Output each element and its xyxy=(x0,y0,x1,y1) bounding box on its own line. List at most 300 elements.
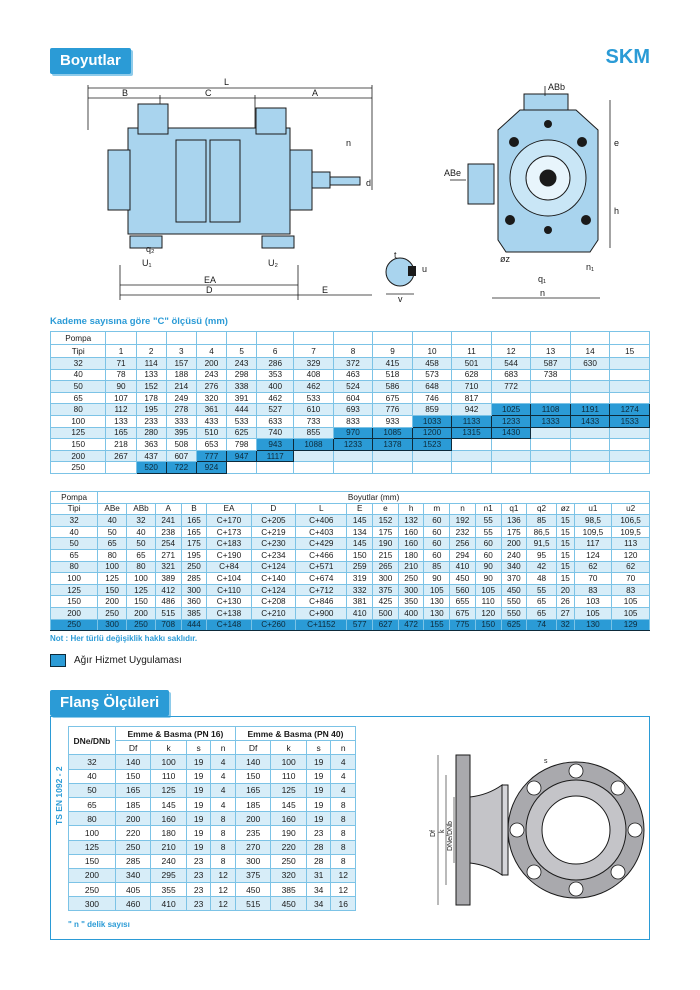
boyut-cell: 165 xyxy=(181,526,207,538)
boyut-header-col: B xyxy=(181,503,207,515)
kademe-header-stage: 7 xyxy=(294,345,334,358)
boyut-cell: 152 xyxy=(373,515,399,527)
label-q2: q₂ xyxy=(146,244,155,254)
kademe-cell xyxy=(333,462,373,474)
boyut-cell: 60 xyxy=(424,526,450,538)
kademe-cell: 738 xyxy=(531,369,571,381)
boyut-cell: 250 xyxy=(398,573,424,585)
kademe-cell: 391 xyxy=(227,392,257,404)
flange-cell: 23 xyxy=(186,883,210,897)
boyut-cell: 15 xyxy=(556,538,574,550)
flange-cell: 165 xyxy=(115,783,151,797)
boyut-row xyxy=(51,573,650,585)
boyut-cell: 91,5 xyxy=(527,538,557,550)
boyut-cell: 775 xyxy=(450,619,476,631)
label-oz: øz xyxy=(500,254,510,264)
kademe-header-blank xyxy=(570,332,610,345)
label-ABb: ABb xyxy=(548,82,566,92)
flange-cell: 34 xyxy=(306,897,330,911)
flange-cell: 410 xyxy=(151,897,187,911)
kademe-header-stage: 4 xyxy=(196,345,226,358)
kademe-cell xyxy=(373,450,413,462)
kademe-cell xyxy=(257,462,294,474)
flange-cell: 31 xyxy=(306,868,330,882)
kademe-tip: 40 xyxy=(51,369,106,381)
flange-cell: 12 xyxy=(211,868,236,882)
label-n: n xyxy=(346,138,352,148)
boyut-header-col: ABe xyxy=(98,503,127,515)
kademe-cell: 280 xyxy=(136,427,166,439)
boyut-row xyxy=(51,596,650,608)
boyut-cell: 15 xyxy=(556,573,574,585)
kademe-cell: 740 xyxy=(257,427,294,439)
kademe-cell: 933 xyxy=(373,415,413,427)
brand-logo: SKM xyxy=(605,46,650,68)
kademe-c-table xyxy=(50,331,650,474)
kademe-cell: 78 xyxy=(106,369,136,381)
kademe-cell: 777 xyxy=(196,450,226,462)
kademe-header-stage: 5 xyxy=(227,345,257,358)
kademe-header-stage: 14 xyxy=(570,345,610,358)
boyut-cell: 150 xyxy=(347,549,373,561)
flange-row xyxy=(69,868,356,882)
label-n-side: n xyxy=(540,288,546,298)
boyut-tip: 80 xyxy=(51,561,98,573)
label-v: v xyxy=(398,294,403,304)
kademe-cell xyxy=(412,450,452,462)
flange-cell: 125 xyxy=(271,783,307,797)
boyut-cell: 450 xyxy=(450,573,476,585)
boyut-cell: C+900 xyxy=(296,607,347,619)
flange-cell: 19 xyxy=(186,769,210,783)
boyut-cell: 350 xyxy=(398,596,424,608)
flange-header-col: n xyxy=(211,741,236,755)
kademe-cell: 338 xyxy=(227,381,257,393)
flange-cell: 12 xyxy=(331,883,356,897)
kademe-cell: 527 xyxy=(257,404,294,416)
boyut-cell: 145 xyxy=(347,515,373,527)
boyut-cell: 300 xyxy=(398,584,424,596)
boyut-tip: 50 xyxy=(51,538,98,550)
boyut-cell: C+208 xyxy=(251,596,295,608)
kademe-cell: 693 xyxy=(333,404,373,416)
kademe-cell xyxy=(531,392,571,404)
kademe-header-stage: 2 xyxy=(136,345,166,358)
flange-cell: 200 xyxy=(115,812,151,826)
flange-header-col: s xyxy=(306,741,330,755)
boyut-cell: 62 xyxy=(574,561,612,573)
boyut-cell: 32 xyxy=(556,619,574,631)
kademe-cell: 286 xyxy=(257,358,294,370)
boyut-cell: 50 xyxy=(127,538,156,550)
label-d: d xyxy=(366,178,372,188)
boyut-cell: 106,5 xyxy=(612,515,650,527)
kademe-cell: 361 xyxy=(196,404,226,416)
flange-dn: 250 xyxy=(69,883,116,897)
flange-cell: 110 xyxy=(271,769,307,783)
flange-cell: 160 xyxy=(151,812,187,826)
boyut-cell: C+260 xyxy=(251,619,295,631)
disclaimer-note: Not : Her türlü değişiklik hakkı saklıdır. xyxy=(50,634,198,643)
kademe-cell: 278 xyxy=(166,404,196,416)
flange-cell: 140 xyxy=(115,755,151,769)
boyut-cell: 132 xyxy=(398,515,424,527)
boyut-cell: 62 xyxy=(612,561,650,573)
kademe-cell xyxy=(531,381,571,393)
kademe-cell: 276 xyxy=(196,381,226,393)
boyut-cell: 410 xyxy=(450,561,476,573)
boyut-cell: C+110 xyxy=(207,584,251,596)
flange-header-pn40: Emme & Basma (PN 40) xyxy=(235,727,355,741)
kademe-header-blank xyxy=(227,332,257,345)
kademe-cell: 586 xyxy=(373,381,413,393)
kademe-cell xyxy=(491,439,531,451)
boyut-cell: 120 xyxy=(475,607,501,619)
boyut-cell: 85 xyxy=(424,561,450,573)
flange-cell: 250 xyxy=(115,840,151,854)
kademe-tip: 150 xyxy=(51,439,106,451)
kademe-header-stage: 1 xyxy=(106,345,136,358)
boyut-cell: C+403 xyxy=(296,526,347,538)
label-u: u xyxy=(422,264,428,274)
boyut-cell: 125 xyxy=(127,584,156,596)
kademe-cell: 320 xyxy=(196,392,226,404)
kademe-cell: 1523 xyxy=(412,439,452,451)
kademe-cell: 970 xyxy=(333,427,373,439)
kademe-row xyxy=(51,358,650,370)
boyut-cell: 70 xyxy=(612,573,650,585)
boyut-header-col: u2 xyxy=(612,503,650,515)
flange-dn: 300 xyxy=(69,897,116,911)
flange-cell: 19 xyxy=(306,755,330,769)
boyut-cell: 486 xyxy=(155,596,181,608)
flange-cell: 460 xyxy=(115,897,151,911)
kademe-cell: 1088 xyxy=(294,439,334,451)
boyut-cell: 109,5 xyxy=(612,526,650,538)
boyut-cell: 27 xyxy=(556,607,574,619)
boyut-cell: C+234 xyxy=(251,549,295,561)
boyut-header-col: L xyxy=(296,503,347,515)
flange-cell: 320 xyxy=(271,868,307,882)
boyut-cell: 74 xyxy=(527,619,557,631)
flange-cell: 8 xyxy=(211,826,236,840)
flange-cell: 375 xyxy=(235,868,271,882)
flange-row xyxy=(69,883,356,897)
flange-row xyxy=(69,812,356,826)
kademe-cell: 1085 xyxy=(373,427,413,439)
boyut-cell: 340 xyxy=(501,561,527,573)
kademe-cell: 1233 xyxy=(333,439,373,451)
kademe-cell: 625 xyxy=(227,427,257,439)
kademe-cell xyxy=(570,369,610,381)
kademe-cell xyxy=(610,462,650,474)
boyut-cell: C+230 xyxy=(251,538,295,550)
boyut-cell: C+571 xyxy=(296,561,347,573)
flange-cell: 28 xyxy=(306,854,330,868)
boyut-cell: C+138 xyxy=(207,607,251,619)
kademe-row xyxy=(51,381,650,393)
flange-cell: 19 xyxy=(186,826,210,840)
boyut-cell: 80 xyxy=(98,549,127,561)
flange-cell: 210 xyxy=(151,840,187,854)
boyut-header-col: ABb xyxy=(127,503,156,515)
boyut-cell: 130 xyxy=(574,619,612,631)
boyut-cell: 40 xyxy=(98,515,127,527)
boyut-cell: C+429 xyxy=(296,538,347,550)
boyut-cell: 55 xyxy=(475,526,501,538)
kademe-cell xyxy=(491,450,531,462)
flange-cell: 220 xyxy=(271,840,307,854)
boyut-header-row-2 xyxy=(51,503,650,515)
boyut-cell: 259 xyxy=(347,561,373,573)
kademe-cell: 243 xyxy=(196,369,226,381)
label-u2: U₂ xyxy=(268,258,278,268)
kademe-cell xyxy=(610,392,650,404)
boyut-cell: 90 xyxy=(424,573,450,585)
flange-cell: 355 xyxy=(151,883,187,897)
boyut-cell: 86,5 xyxy=(527,526,557,538)
kademe-cell: 1533 xyxy=(610,415,650,427)
boyut-row xyxy=(51,526,650,538)
boyut-cell: 129 xyxy=(612,619,650,631)
boyut-cell: C+124 xyxy=(251,584,295,596)
boyut-cell: 103 xyxy=(574,596,612,608)
kademe-cell: 508 xyxy=(166,439,196,451)
kademe-tip: 250 xyxy=(51,462,106,474)
kademe-cell: 243 xyxy=(227,358,257,370)
boyut-tip: 200 xyxy=(51,607,98,619)
boyut-cell: 95 xyxy=(527,549,557,561)
kademe-cell xyxy=(106,462,136,474)
boyut-cell: 412 xyxy=(155,584,181,596)
kademe-cell: 710 xyxy=(452,381,492,393)
boyut-cell: 60 xyxy=(475,549,501,561)
kademe-cell: 462 xyxy=(257,392,294,404)
boyut-cell: 110 xyxy=(475,596,501,608)
flange-cell: 140 xyxy=(235,755,271,769)
boyut-cell: 175 xyxy=(181,538,207,550)
flange-dn: 150 xyxy=(69,854,116,868)
kademe-cell: 947 xyxy=(227,450,257,462)
boyut-tip: 100 xyxy=(51,573,98,585)
kademe-cell: 363 xyxy=(136,439,166,451)
kademe-cell: 112 xyxy=(106,404,136,416)
kademe-header-blank xyxy=(610,332,650,345)
boyut-cell: 232 xyxy=(450,526,476,538)
flange-cell: 4 xyxy=(211,797,236,811)
boyut-cell: 360 xyxy=(181,596,207,608)
boyut-header-col: q1 xyxy=(501,503,527,515)
flange-cell: 23 xyxy=(186,897,210,911)
boyut-cell: 332 xyxy=(347,584,373,596)
kademe-cell: 604 xyxy=(333,392,373,404)
flange-cell: 250 xyxy=(271,854,307,868)
flange-cell: 4 xyxy=(331,783,356,797)
boyut-cell: 60 xyxy=(424,549,450,561)
kademe-cell: 817 xyxy=(452,392,492,404)
kademe-cell xyxy=(531,462,571,474)
flange-row xyxy=(69,797,356,811)
kademe-cell: 329 xyxy=(294,358,334,370)
boyut-cell: 100 xyxy=(98,561,127,573)
boyut-cell: C+130 xyxy=(207,596,251,608)
kademe-cell: 772 xyxy=(491,381,531,393)
flange-header-col: n xyxy=(331,741,356,755)
flange-row xyxy=(69,755,356,769)
kademe-cell: 510 xyxy=(196,427,226,439)
boyut-tip: 150 xyxy=(51,596,98,608)
kademe-row xyxy=(51,462,650,474)
boyut-cell: C+1152 xyxy=(296,619,347,631)
kademe-cell: 648 xyxy=(412,381,452,393)
flange-cell: 19 xyxy=(306,783,330,797)
boyut-cell: C+674 xyxy=(296,573,347,585)
kademe-cell xyxy=(610,369,650,381)
label-EA: EA xyxy=(204,275,217,285)
kademe-header-stage: 11 xyxy=(452,345,492,358)
boyut-cell: C+712 xyxy=(296,584,347,596)
boyut-row xyxy=(51,619,650,631)
boyut-cell: 250 xyxy=(98,607,127,619)
boyut-header-col: EA xyxy=(207,503,251,515)
flange-dn: 65 xyxy=(69,797,116,811)
flange-row xyxy=(69,840,356,854)
boyut-header-row-1 xyxy=(51,492,650,504)
boyut-cell: 105 xyxy=(612,596,650,608)
boyut-header-col: n1 xyxy=(475,503,501,515)
kademe-header-blank xyxy=(333,332,373,345)
kademe-cell: 733 xyxy=(294,415,334,427)
kademe-cell xyxy=(294,450,334,462)
boyut-cell: 20 xyxy=(556,584,574,596)
boyut-cell: 410 xyxy=(347,607,373,619)
kademe-cell xyxy=(570,439,610,451)
flange-header-col: Df xyxy=(235,741,271,755)
kademe-cell: 333 xyxy=(166,415,196,427)
boyut-cell: 250 xyxy=(181,561,207,573)
flange-row xyxy=(69,854,356,868)
boyut-cell: C+183 xyxy=(207,538,251,550)
boyut-cell: 300 xyxy=(373,573,399,585)
kademe-cell xyxy=(610,358,650,370)
kademe-cell: 1433 xyxy=(570,415,610,427)
kademe-cell: 1233 xyxy=(491,415,531,427)
kademe-cell: 437 xyxy=(136,450,166,462)
boyut-header-col: n xyxy=(450,503,476,515)
kademe-tip: 200 xyxy=(51,450,106,462)
boyut-cell: 675 xyxy=(450,607,476,619)
flange-cell: 340 xyxy=(115,868,151,882)
boyut-header-col: A xyxy=(155,503,181,515)
kademe-header-blank xyxy=(136,332,166,345)
flange-dn: 50 xyxy=(69,783,116,797)
kademe-cell: 630 xyxy=(570,358,610,370)
boyut-cell: 15 xyxy=(556,561,574,573)
kademe-header-blank xyxy=(373,332,413,345)
boyut-cell: 90 xyxy=(475,561,501,573)
flange-dn: 200 xyxy=(69,868,116,882)
flange-cell: 450 xyxy=(235,883,271,897)
kademe-cell: 722 xyxy=(166,462,196,474)
boyut-cell: 155 xyxy=(424,619,450,631)
kademe-header-row-1 xyxy=(51,332,650,345)
kademe-header-blank xyxy=(106,332,136,345)
boyut-header-col: h xyxy=(398,503,424,515)
flange-cell: 8 xyxy=(211,812,236,826)
boyut-tip: 125 xyxy=(51,584,98,596)
boyut-cell: 375 xyxy=(373,584,399,596)
flange-cell: 150 xyxy=(235,769,271,783)
flange-label-DN: DNe/DNb xyxy=(447,821,454,851)
boyut-cell: 83 xyxy=(612,584,650,596)
flange-cell: 150 xyxy=(115,769,151,783)
kademe-cell: 133 xyxy=(106,415,136,427)
kademe-cell: 400 xyxy=(257,381,294,393)
kademe-header-blank xyxy=(166,332,196,345)
kademe-header-stage: 15 xyxy=(610,345,650,358)
boyut-cell: 240 xyxy=(501,549,527,561)
flange-cell: 405 xyxy=(115,883,151,897)
flange-dn: 40 xyxy=(69,769,116,783)
kademe-cell: 776 xyxy=(373,404,413,416)
kademe-tip: 125 xyxy=(51,427,106,439)
flange-drawing xyxy=(398,745,648,915)
label-u1: U₁ xyxy=(142,258,152,268)
boyut-cell: 83 xyxy=(574,584,612,596)
flange-cell: 8 xyxy=(211,840,236,854)
boyut-cell: 117 xyxy=(574,538,612,550)
flange-cell: 12 xyxy=(331,868,356,882)
flange-header-col: s xyxy=(186,741,210,755)
kademe-cell: 114 xyxy=(136,358,166,370)
boyut-tip: 40 xyxy=(51,526,98,538)
label-e: e xyxy=(614,138,620,148)
section-title-flans: Flanş Ölçüleri xyxy=(50,690,169,716)
boyut-cell: 42 xyxy=(527,561,557,573)
boyut-cell: 15 xyxy=(556,526,574,538)
flange-cell: 4 xyxy=(211,783,236,797)
boyut-cell: 50 xyxy=(98,526,127,538)
boyut-cell: 200 xyxy=(127,607,156,619)
flange-cell: 295 xyxy=(151,868,187,882)
kademe-cell: 628 xyxy=(452,369,492,381)
boyut-row xyxy=(51,549,650,561)
kademe-cell: 524 xyxy=(333,381,373,393)
flange-cell: 270 xyxy=(235,840,271,854)
boyut-cell: 708 xyxy=(155,619,181,631)
label-B: B xyxy=(122,88,129,98)
kademe-header-stage: 6 xyxy=(257,345,294,358)
flange-cell: 220 xyxy=(115,826,151,840)
boyut-cell: 150 xyxy=(127,596,156,608)
boyut-cell: 65 xyxy=(527,607,557,619)
boyut-cell: 130 xyxy=(424,596,450,608)
kademe-cell: 415 xyxy=(373,358,413,370)
flange-header-col: k xyxy=(151,741,187,755)
flange-cell: 19 xyxy=(186,812,210,826)
boyut-cell: 60 xyxy=(424,515,450,527)
kademe-cell: 1191 xyxy=(570,404,610,416)
kademe-cell: 501 xyxy=(452,358,492,370)
kademe-cell: 1315 xyxy=(452,427,492,439)
flange-label-k: k xyxy=(439,829,446,833)
kademe-cell xyxy=(570,450,610,462)
boyut-cell: 472 xyxy=(398,619,424,631)
boyut-cell: 256 xyxy=(450,538,476,550)
kademe-cell: 653 xyxy=(196,439,226,451)
flange-cell: 200 xyxy=(235,812,271,826)
boyut-cell: 40 xyxy=(127,526,156,538)
